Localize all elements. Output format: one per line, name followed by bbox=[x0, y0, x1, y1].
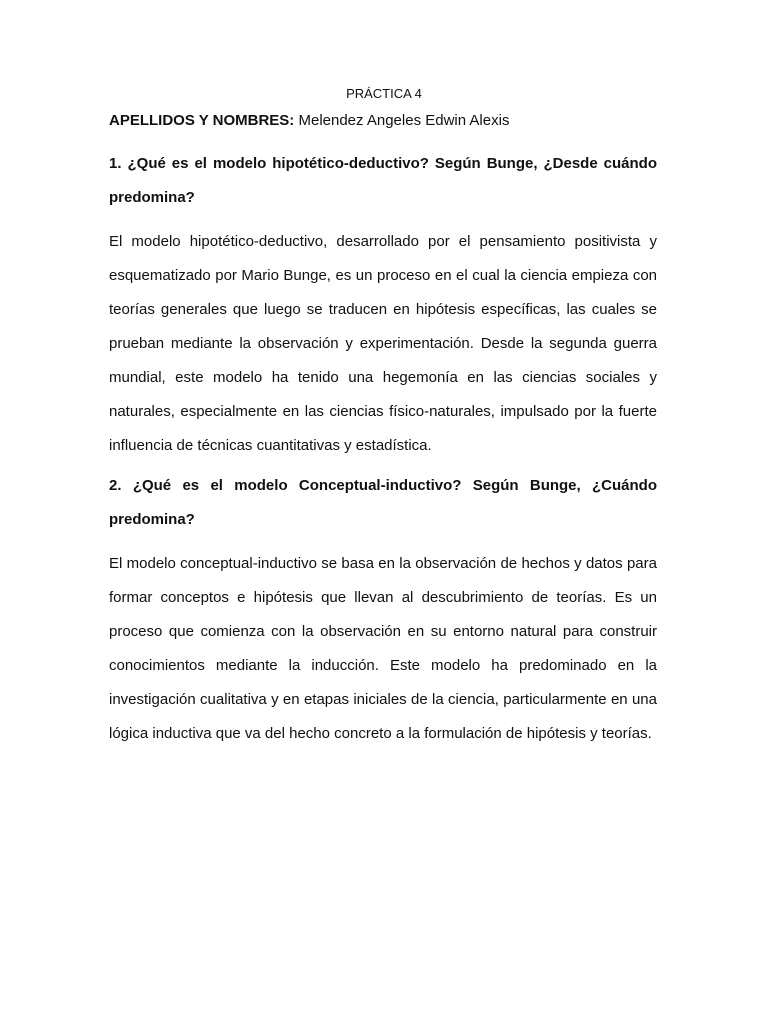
answer-1: El modelo hipotético-deductivo, desarrollado por el pensamiento positivista y esquematizado por Mario Bunge, es un proceso en el cual la ciencia empieza con teorías generales que luego se traducen en hipótesis específicas, las cuales se prueban mediante la observación y experimentación. Desde la segunda guerra mundial, este modelo ha tenido una hegemonía en las ciencias sociales y naturales, especialmente en las ciencias físico-naturales, impulsado por la fuerte influencia de técnicas cuantitativas y estadística. bbox=[109, 233, 657, 454]
answer-2: El modelo conceptual-inductivo se basa en la observación de hechos y datos para formar conceptos e hipótesis que llevan al descubrimiento de teorías. Es un proceso que comienza con la observación en su entorno natural para construir conocimientos mediante la inducción. Este modelo ha predominado en la investigación cualitativa y en etapas iniciales de la ciencia, particularmente en una lógica inductiva que va del hecho concreto a la formulación de hipótesis y teorías. bbox=[109, 555, 657, 742]
author-line bbox=[109, 112, 509, 129]
question-1: 1. ¿Qué es el modelo hipotético-deductivo? Según Bunge, ¿Desde cuándo predomina? bbox=[109, 155, 657, 206]
page-title: PRÁCTICA 4 bbox=[346, 86, 422, 101]
question-2: 2. ¿Qué es el modelo Conceptual-inductivo? Según Bunge, ¿Cuándo predomina? bbox=[109, 477, 657, 528]
author-name: Melendez Angeles Edwin Alexis bbox=[298, 112, 510, 129]
author-label: APELLIDOS Y NOMBRES: bbox=[109, 112, 295, 129]
